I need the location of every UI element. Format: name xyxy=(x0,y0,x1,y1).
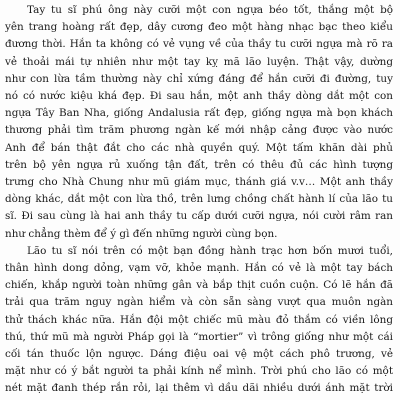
text-line: như con lừa tầm thường này chỉ xứng đáng để hắn cưỡi đi đường, tuy xyxy=(5,72,393,85)
text-line: ngựa Tây Ban Nha, giống Andalusia rất đẹp, giống ngựa mà bọn khách xyxy=(5,107,393,120)
text-line: Lão tu sĩ nói trên có một bạn đồng hành trạc hơn bốn mươi tuổi, xyxy=(27,244,393,257)
text-line: vẻ thoải mái tự nhiên như một tay kỵ mã lão luyện. Thật vậy, dường xyxy=(5,55,393,68)
text-line: thử thách khác nữa. Hắn đội một chiếc mũ màu đỏ thắm có viền lông xyxy=(5,313,393,326)
text-line: thương phải tìm trăm phương ngàn kế mới nhập cảng được vào nước xyxy=(5,124,393,137)
text-line: yên trang hoàng rất đẹp, dây cương đeo một hàng nhạc bạc theo kiểu xyxy=(5,21,393,34)
text-line: dòng khác, dắt một con lừa thồ, trên lưng chồng chất hành lí của lão tu xyxy=(5,193,393,206)
text-body xyxy=(5,2,393,398)
text-line: trải qua trăm nguy ngàn hiểm và còn sẵn sàng vượt qua muôn ngàn xyxy=(5,296,393,309)
text-line: đương thời. Hắn ta không có vẻ vụng về của thầy tu cưỡi ngựa mà rõ ra xyxy=(5,38,393,51)
text-line: thân hình dong dỏng, vạm vỡ, khỏe mạnh. Hắn có vẻ là một tay bách xyxy=(5,262,393,275)
paragraph-1 xyxy=(5,2,393,243)
text-line: như chẳng thèm để ý gì đến những người cùng bọn. xyxy=(5,227,278,240)
text-line: sĩ. Đi sau cùng là hai anh thầy tu cấp dưới cưỡi ngựa, nói cười râm ran xyxy=(5,210,393,223)
text-line: nét mặt đanh thép rắn rỏi, lại thêm vì dầu dãi nhiều dưới ánh mặt trời xyxy=(5,382,393,395)
text-line: mặt như có ý bắt người ta phải kính nể mình. Trời phú cho lão có một xyxy=(5,365,393,378)
text-line: thú, thứ mũ mà người Pháp gọi là “mortier” vì trông giống như một cái xyxy=(5,330,393,343)
text-line: nó có nước kiệu khá đẹp. Đi sau hắn, một anh thầy dòng dắt một con xyxy=(5,90,393,103)
text-line: cối tán thuốc lộn ngược. Dáng điệu oai vệ một cách phô trương, vẻ xyxy=(5,348,393,361)
text-line: trưng cho Nhà Chung như mũ giám mục, thánh giá v.v… Một anh thầy xyxy=(5,176,393,189)
text-line: Tay tu sĩ phú ông này cưỡi một con ngựa béo tốt, thắng một bộ xyxy=(27,4,393,16)
text-line: chiến, khắp người toàn những gân và bắp thịt cuồn cuộn. Có lẽ hắn đã xyxy=(5,279,393,292)
text-line: Anh để bán thật đắt cho các nhà quyền quý. Một tấm khăn dài phủ xyxy=(5,141,393,154)
paragraph-2 xyxy=(5,243,393,398)
text-line: trên bộ yên ngựa rủ xuống tận đất, trên có thêu đủ các hình tượng xyxy=(5,158,393,171)
